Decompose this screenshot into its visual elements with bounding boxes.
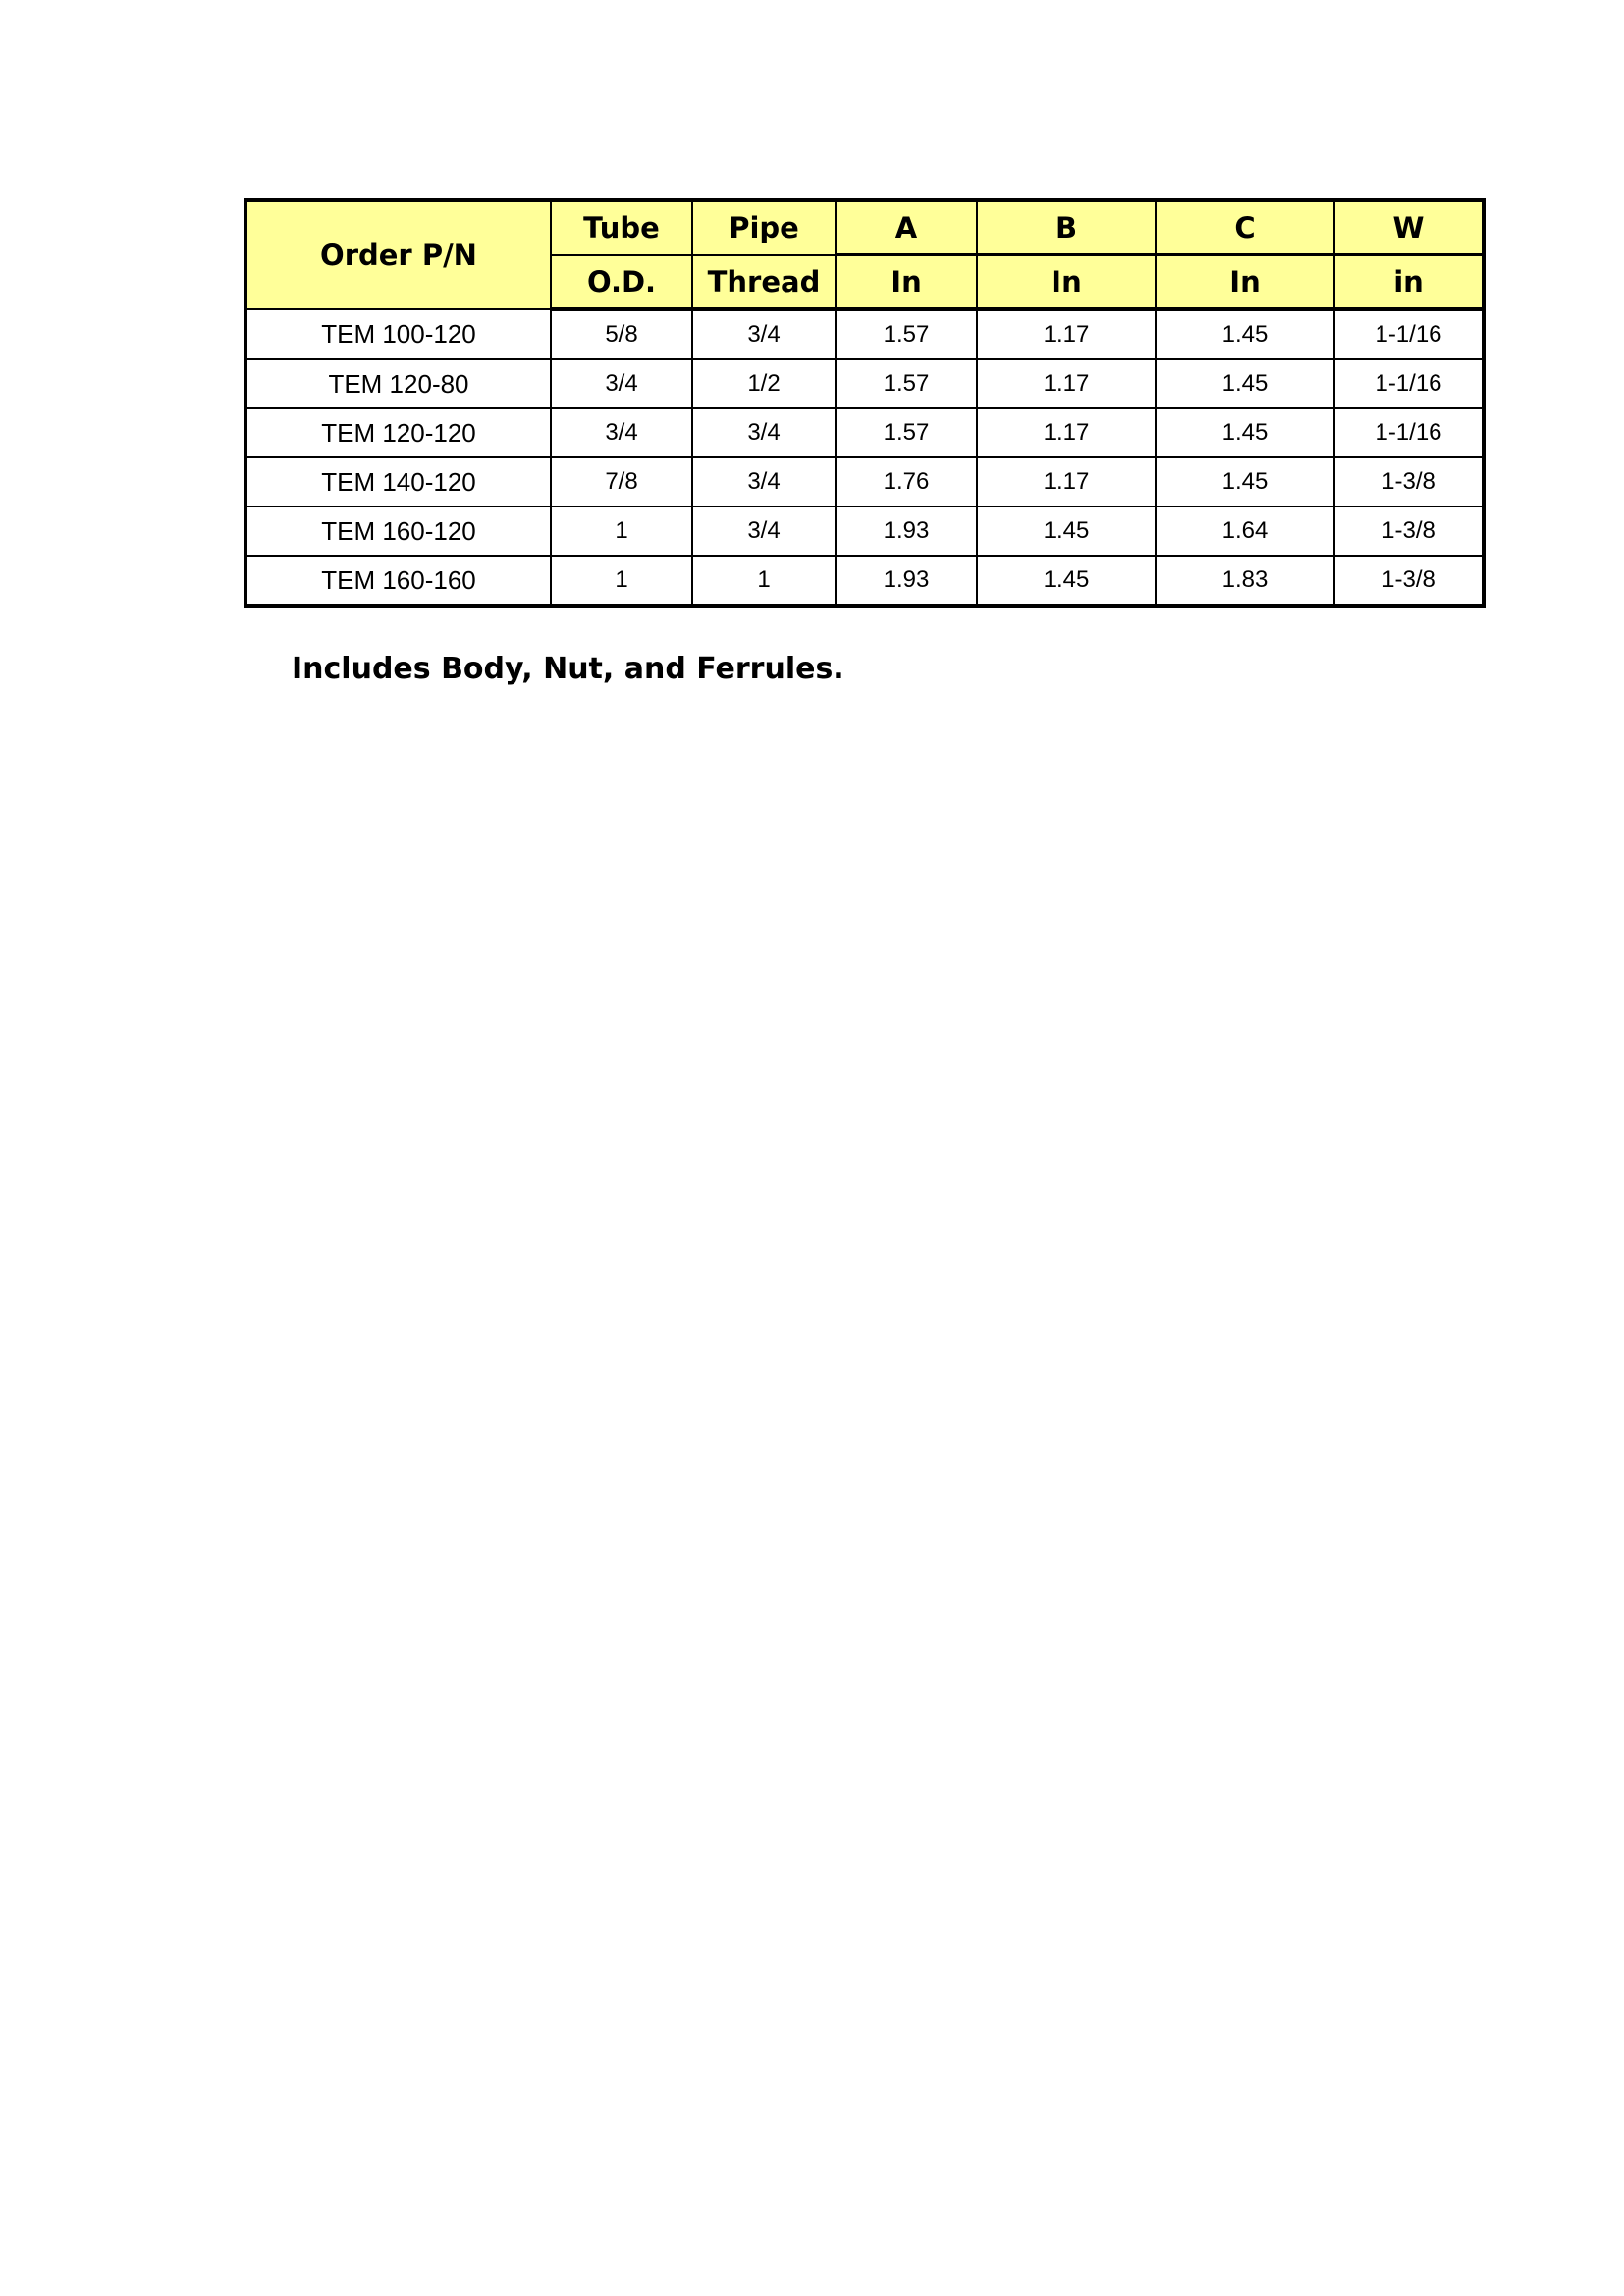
table-row bbox=[245, 457, 1484, 507]
cell-b: 1.45 bbox=[977, 556, 1156, 606]
header-a: A bbox=[836, 200, 977, 255]
cell-tube-od: 3/4 bbox=[551, 408, 692, 457]
header-tube-line2: O.D. bbox=[551, 255, 692, 310]
cell-tube-od: 5/8 bbox=[551, 309, 692, 359]
cell-b: 1.17 bbox=[977, 309, 1156, 359]
table-row bbox=[245, 359, 1484, 408]
cell-order-pn: TEM 120-120 bbox=[245, 408, 551, 457]
cell-pipe-thread: 3/4 bbox=[692, 507, 836, 556]
cell-b: 1.17 bbox=[977, 408, 1156, 457]
cell-a: 1.93 bbox=[836, 556, 977, 606]
header-b: B bbox=[977, 200, 1156, 255]
cell-tube-od: 1 bbox=[551, 556, 692, 606]
cell-b: 1.45 bbox=[977, 507, 1156, 556]
cell-pipe-thread: 3/4 bbox=[692, 457, 836, 507]
cell-a: 1.93 bbox=[836, 507, 977, 556]
cell-c: 1.45 bbox=[1156, 309, 1334, 359]
cell-tube-od: 3/4 bbox=[551, 359, 692, 408]
includes-note: Includes Body, Nut, and Ferrules. bbox=[292, 652, 844, 686]
spec-table bbox=[244, 198, 1486, 608]
header-a-unit: In bbox=[836, 255, 977, 310]
cell-c: 1.45 bbox=[1156, 408, 1334, 457]
cell-a: 1.57 bbox=[836, 359, 977, 408]
cell-pipe-thread: 1 bbox=[692, 556, 836, 606]
cell-order-pn: TEM 140-120 bbox=[245, 457, 551, 507]
cell-pipe-thread: 3/4 bbox=[692, 309, 836, 359]
cell-c: 1.45 bbox=[1156, 457, 1334, 507]
cell-pipe-thread: 1/2 bbox=[692, 359, 836, 408]
header-b-unit: In bbox=[977, 255, 1156, 310]
cell-w: 1-3/8 bbox=[1334, 556, 1484, 606]
cell-tube-od: 7/8 bbox=[551, 457, 692, 507]
cell-pipe-thread: 3/4 bbox=[692, 408, 836, 457]
cell-order-pn: TEM 120-80 bbox=[245, 359, 551, 408]
cell-order-pn: TEM 160-120 bbox=[245, 507, 551, 556]
header-pipe-line2: Thread bbox=[692, 255, 836, 310]
table-row bbox=[245, 507, 1484, 556]
cell-c: 1.64 bbox=[1156, 507, 1334, 556]
cell-order-pn: TEM 100-120 bbox=[245, 309, 551, 359]
cell-a: 1.57 bbox=[836, 309, 977, 359]
cell-w: 1-1/16 bbox=[1334, 359, 1484, 408]
cell-tube-od: 1 bbox=[551, 507, 692, 556]
cell-a: 1.57 bbox=[836, 408, 977, 457]
cell-w: 1-1/16 bbox=[1334, 309, 1484, 359]
table-header bbox=[245, 200, 1484, 309]
header-pipe-line1: Pipe bbox=[692, 200, 836, 255]
header-w-unit: in bbox=[1334, 255, 1484, 310]
cell-b: 1.17 bbox=[977, 457, 1156, 507]
cell-c: 1.45 bbox=[1156, 359, 1334, 408]
header-c-unit: In bbox=[1156, 255, 1334, 310]
table-row bbox=[245, 408, 1484, 457]
header-c: C bbox=[1156, 200, 1334, 255]
cell-w: 1-3/8 bbox=[1334, 457, 1484, 507]
header-order-pn: Order P/N bbox=[245, 200, 551, 309]
cell-a: 1.76 bbox=[836, 457, 977, 507]
header-w: W bbox=[1334, 200, 1484, 255]
table-row bbox=[245, 556, 1484, 606]
cell-w: 1-1/16 bbox=[1334, 408, 1484, 457]
header-tube-line1: Tube bbox=[551, 200, 692, 255]
cell-w: 1-3/8 bbox=[1334, 507, 1484, 556]
cell-c: 1.83 bbox=[1156, 556, 1334, 606]
cell-b: 1.17 bbox=[977, 359, 1156, 408]
cell-order-pn: TEM 160-160 bbox=[245, 556, 551, 606]
table-body bbox=[245, 309, 1484, 606]
table-row bbox=[245, 309, 1484, 359]
